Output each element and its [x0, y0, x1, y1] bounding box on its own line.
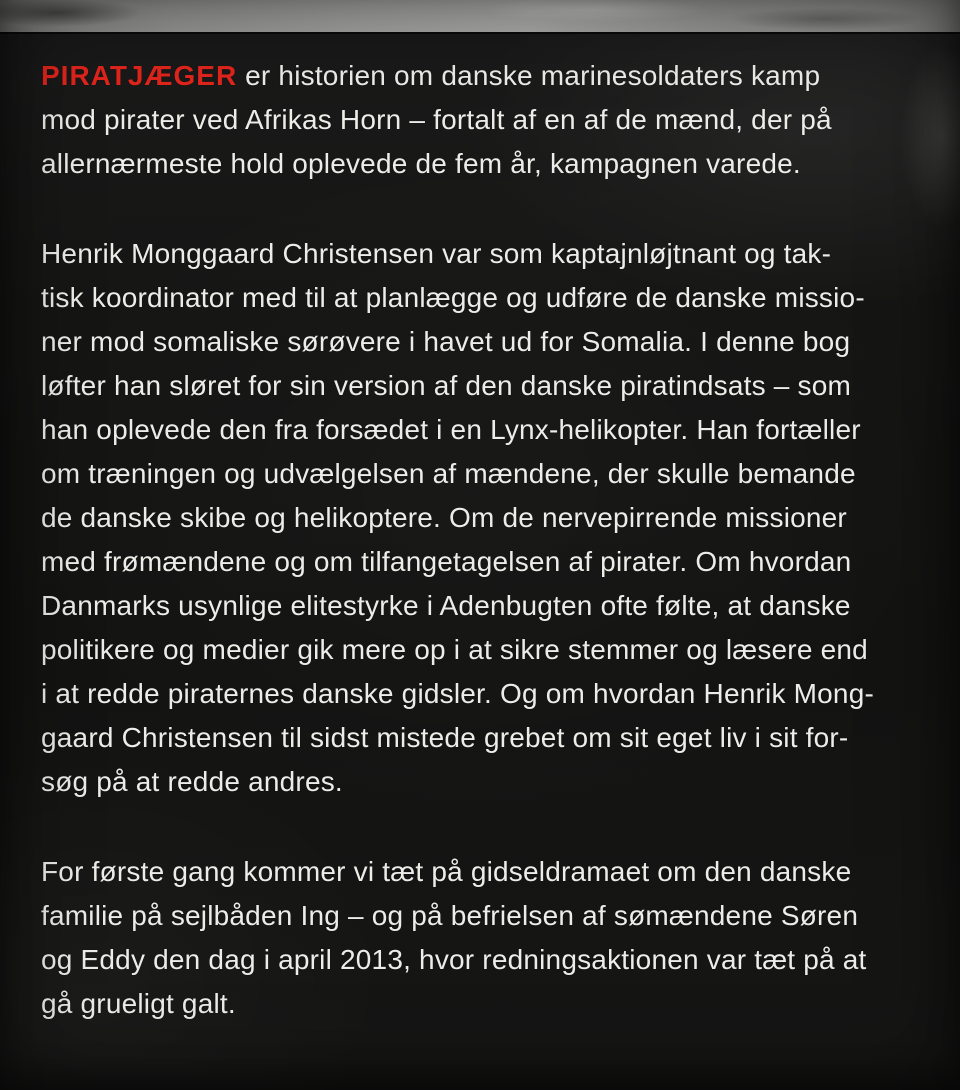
text-segment: familie på sejlbåden Ing – og på befrielsen af sømændene Søren	[41, 900, 859, 931]
text-segment: han oplevede den fra forsædet i en Lynx-helikopter. Han fortæller	[41, 414, 861, 445]
text-segment: gaard Christensen til sidst mistede grebet om sit eget liv i sit for-	[41, 722, 849, 753]
text-segment: Henrik Monggaard Christensen var som kaptajnløjtnant og tak-	[41, 238, 832, 269]
text-line	[41, 982, 921, 1026]
paragraph	[41, 54, 921, 186]
text-line	[41, 584, 921, 628]
text-segment: For første gang kommer vi tæt på gidseldramaet om den danske	[41, 856, 852, 887]
text-line	[41, 894, 921, 938]
text-line	[41, 320, 921, 364]
text-line	[41, 760, 921, 804]
text-segment: de danske skibe og helikoptere. Om de nervepirrende missioner	[41, 502, 847, 533]
text-segment: og Eddy den dag i april 2013, hvor redningsaktionen var tæt på at	[41, 944, 867, 975]
paragraph	[41, 850, 921, 1026]
text-line	[41, 98, 921, 142]
text-segment: i at redde piraternes danske gidsler. Og om hvordan Henrik Mong-	[41, 678, 875, 709]
back-cover-text	[41, 54, 921, 1072]
text-line	[41, 672, 921, 716]
text-line	[41, 496, 921, 540]
paragraph	[41, 232, 921, 804]
text-segment: Danmarks usynlige elitestyrke i Adenbugten ofte følte, at danske	[41, 590, 851, 621]
text-line	[41, 716, 921, 760]
text-segment: allernærmeste hold oplevede de fem år, kampagnen varede.	[41, 148, 801, 179]
text-line	[41, 232, 921, 276]
text-segment: med frømændene og om tilfangetagelsen af pirater. Om hvordan	[41, 546, 852, 577]
scan-top-edge	[0, 0, 960, 34]
text-segment: er historien om danske marinesoldaters kamp	[237, 60, 821, 91]
book-title: PIRATJÆGER	[41, 60, 238, 91]
text-line	[41, 850, 921, 894]
text-line	[41, 276, 921, 320]
text-line	[41, 54, 921, 98]
text-segment: mod pirater ved Afrikas Horn – fortalt af en af de mænd, der på	[41, 104, 832, 135]
text-segment: gå grueligt galt.	[41, 988, 236, 1019]
text-segment: ner mod somaliske sørøvere i havet ud for Somalia. I denne bog	[41, 326, 851, 357]
text-line	[41, 938, 921, 982]
text-line	[41, 364, 921, 408]
text-line	[41, 540, 921, 584]
text-segment: tisk koordinator med til at planlægge og udføre de danske missio-	[41, 282, 865, 313]
text-line	[41, 408, 921, 452]
text-segment: politikere og medier gik mere op i at sikre stemmer og læsere end	[41, 634, 868, 665]
text-segment: om træningen og udvælgelsen af mændene, der skulle bemande	[41, 458, 856, 489]
text-segment: løfter han sløret for sin version af den danske piratindsats – som	[41, 370, 852, 401]
text-segment: søg på at redde andres.	[41, 766, 343, 797]
text-line	[41, 142, 921, 186]
text-line	[41, 452, 921, 496]
text-line	[41, 628, 921, 672]
